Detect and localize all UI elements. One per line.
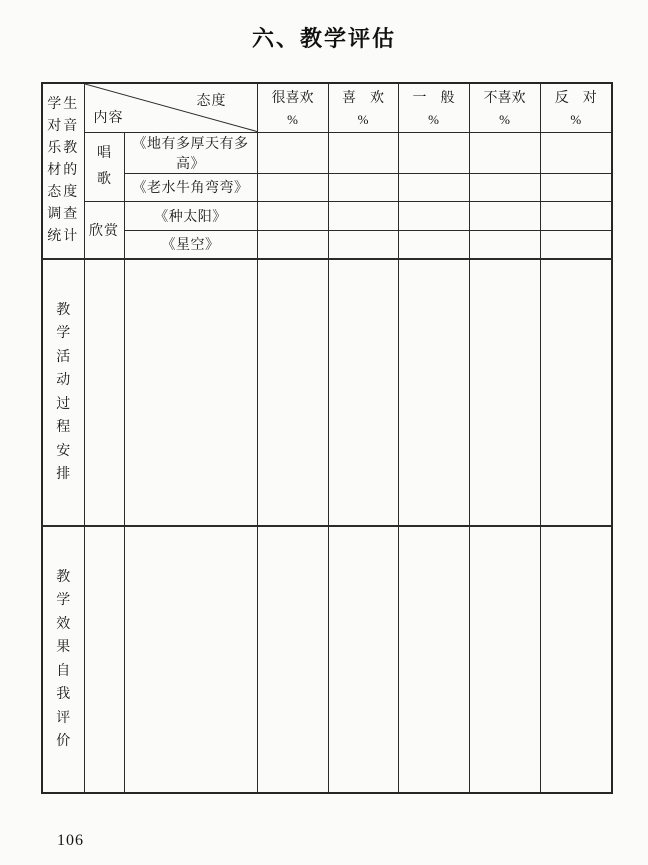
empty-cell bbox=[328, 230, 398, 259]
empty-cell bbox=[124, 259, 257, 526]
empty-cell bbox=[469, 201, 540, 230]
empty-cell bbox=[398, 132, 469, 173]
empty-cell bbox=[540, 230, 612, 259]
empty-cell bbox=[257, 201, 328, 230]
column-header-oppose: 反 对 % bbox=[540, 83, 612, 132]
column-header-neutral: 一 般 % bbox=[398, 83, 469, 132]
evaluation-table bbox=[41, 82, 613, 794]
empty-cell bbox=[398, 201, 469, 230]
empty-cell bbox=[84, 526, 124, 793]
empty-cell bbox=[398, 259, 469, 526]
empty-cell bbox=[540, 201, 612, 230]
group-cell-appreciation bbox=[84, 201, 124, 259]
group-cell-singing bbox=[84, 132, 124, 201]
page-number: 106 bbox=[57, 832, 84, 849]
song-title-cell: 《地有多厚天有多高》 bbox=[124, 132, 257, 173]
empty-cell bbox=[328, 526, 398, 793]
empty-cell bbox=[328, 201, 398, 230]
column-header-like: 喜 欢 % bbox=[328, 83, 398, 132]
empty-cell bbox=[328, 259, 398, 526]
survey-side-label: 学生对音乐教材的态度调查统计 bbox=[47, 97, 80, 244]
empty-cell bbox=[257, 230, 328, 259]
page-title: 六、教学评估 bbox=[251, 26, 396, 51]
empty-cell bbox=[469, 230, 540, 259]
empty-cell bbox=[257, 259, 328, 526]
corner-content-label: 内容 bbox=[93, 110, 124, 126]
empty-cell bbox=[398, 173, 469, 201]
empty-cell bbox=[398, 230, 469, 259]
corner-header-cell bbox=[84, 83, 257, 132]
column-header-very-like: 很喜欢 % bbox=[257, 83, 328, 132]
group-label-singing: 唱歌 bbox=[97, 145, 111, 187]
empty-cell bbox=[540, 173, 612, 201]
empty-cell bbox=[540, 132, 612, 173]
empty-cell bbox=[328, 132, 398, 173]
empty-cell bbox=[257, 173, 328, 201]
empty-cell bbox=[328, 173, 398, 201]
empty-cell bbox=[84, 259, 124, 526]
empty-cell bbox=[257, 132, 328, 173]
empty-cell bbox=[398, 526, 469, 793]
empty-cell bbox=[540, 259, 612, 526]
survey-side-label-cell bbox=[42, 83, 84, 259]
column-header-dislike: 不喜欢 % bbox=[469, 83, 540, 132]
section-label-activity: 教学活动过程安排 bbox=[56, 302, 71, 482]
empty-cell bbox=[469, 173, 540, 201]
empty-cell bbox=[469, 132, 540, 173]
song-title-cell: 《星空》 bbox=[124, 230, 257, 259]
song-title-cell: 《种太阳》 bbox=[124, 201, 257, 230]
group-label-appreciation: 欣赏 bbox=[89, 223, 119, 239]
empty-cell bbox=[540, 526, 612, 793]
section-label-cell-self-evaluation bbox=[42, 526, 84, 793]
empty-cell bbox=[124, 526, 257, 793]
empty-cell bbox=[469, 526, 540, 793]
empty-cell bbox=[257, 526, 328, 793]
section-label-cell-activity bbox=[42, 259, 84, 526]
section-label-self-evaluation: 教学效果自我评价 bbox=[56, 569, 71, 749]
empty-cell bbox=[469, 259, 540, 526]
song-title-cell: 《老水牛角弯弯》 bbox=[124, 173, 257, 201]
corner-attitude-label: 态度 bbox=[196, 94, 227, 109]
